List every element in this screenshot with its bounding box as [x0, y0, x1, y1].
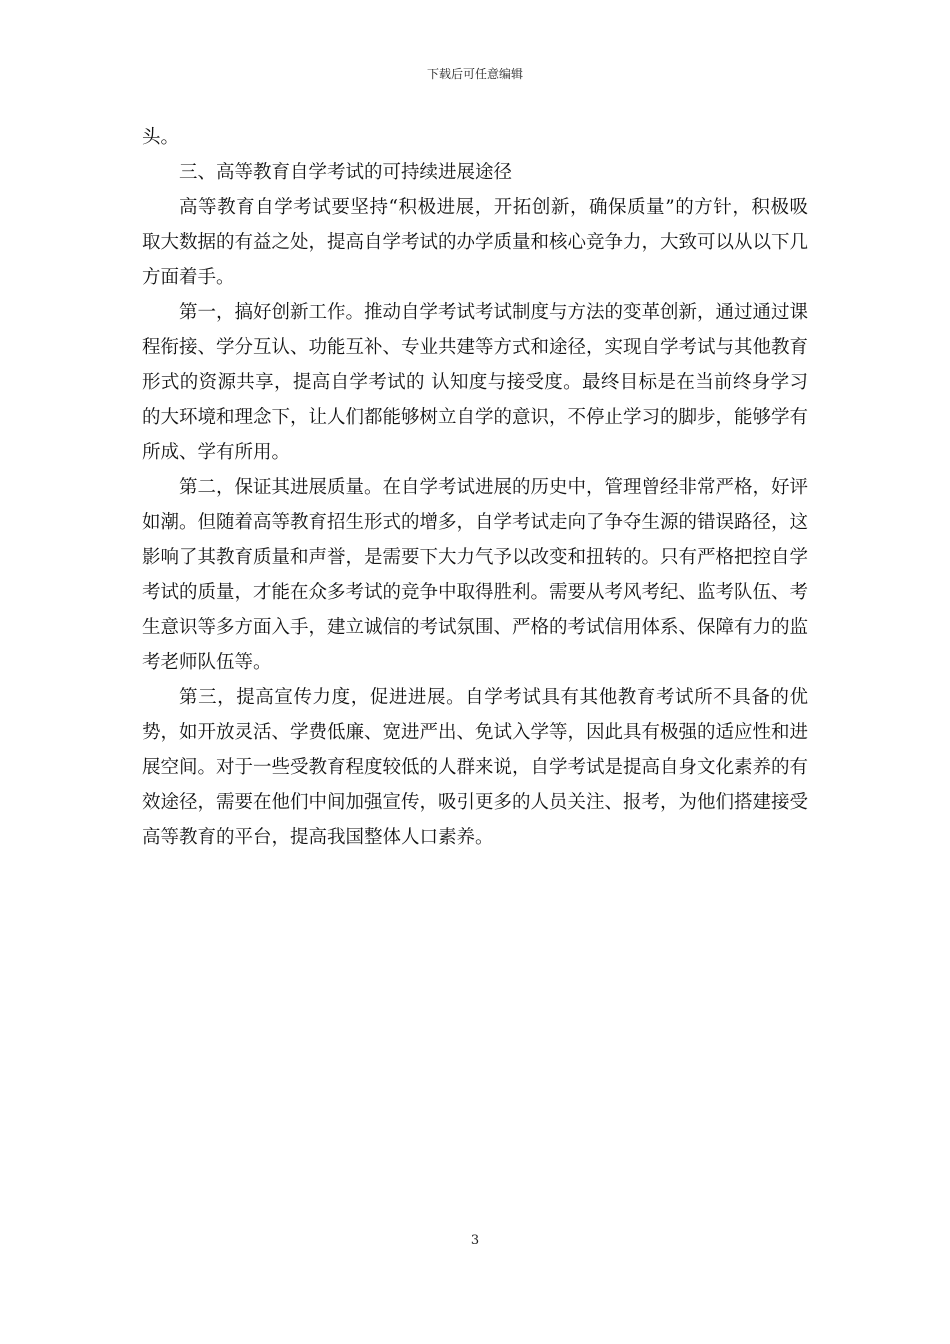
page-number: 3: [470, 1233, 480, 1248]
paragraph-second: 第二，保证其进展质量。在自学考试进展的历史中，管理曾经非常严格，好评如潮。但随着高等教育招生形式的增多，自学考试走向了争夺生源的错误路径，这影响了其教育质量和声誉，是需要下大力气予以改变和扭转的。只有严格把控自学考试的质量，才能在众多考试的竞争中取得胜利。需要从考风考纪、监考队伍、考生意识等多方面入手，建立诚信的考试氛围、严格的考试信用体系、保障有力的监考老师队伍等。: [142, 477, 809, 673]
page-header: 下载后可任意编辑: [426, 67, 523, 81]
paragraph-third: 第三，提高宣传力度，促进进展。自学考试具有其他教育考试所不具备的优势，如开放灵活、学费低廉、宽进严出、免试入学等，因此具有极强的适应性和进展空间。对于一些受教育程度较低的人群来说，自学考试是提高自身文化素养的有效途径，需要在他们中间加强宣传，吸引更多的人员关注、报考，为他们搭建接受高等教育的平台，提高我国整体人口素养。: [142, 687, 809, 848]
document-body: [142, 120, 808, 855]
paragraph-intro: 高等教育自学考试要坚持“积极进展，开拓创新，确保质量”的方针，积极吸取大数据的有益之处，提高自学考试的办学质量和核心竞争力，大致可以从以下几方面着手。: [142, 197, 809, 288]
section-heading: 三、高等教育自学考试的可持续进展途径: [179, 162, 513, 183]
paragraph-continuation: 头。: [142, 127, 180, 148]
paragraph-first: 第一，搞好创新工作。推动自学考试考试制度与方法的变革创新，通过通过课程衔接、学分互认、功能互补、专业共建等方式和途径，实现自学考试与其他教育形式的资源共享，提高自学考试的 认知度与接受度。最终目标是在当前终身学习的大环境和理念下，让人们都能够树立自学的意识，不停止学习的脚步，能够学有所成、学有所用。: [142, 302, 809, 463]
